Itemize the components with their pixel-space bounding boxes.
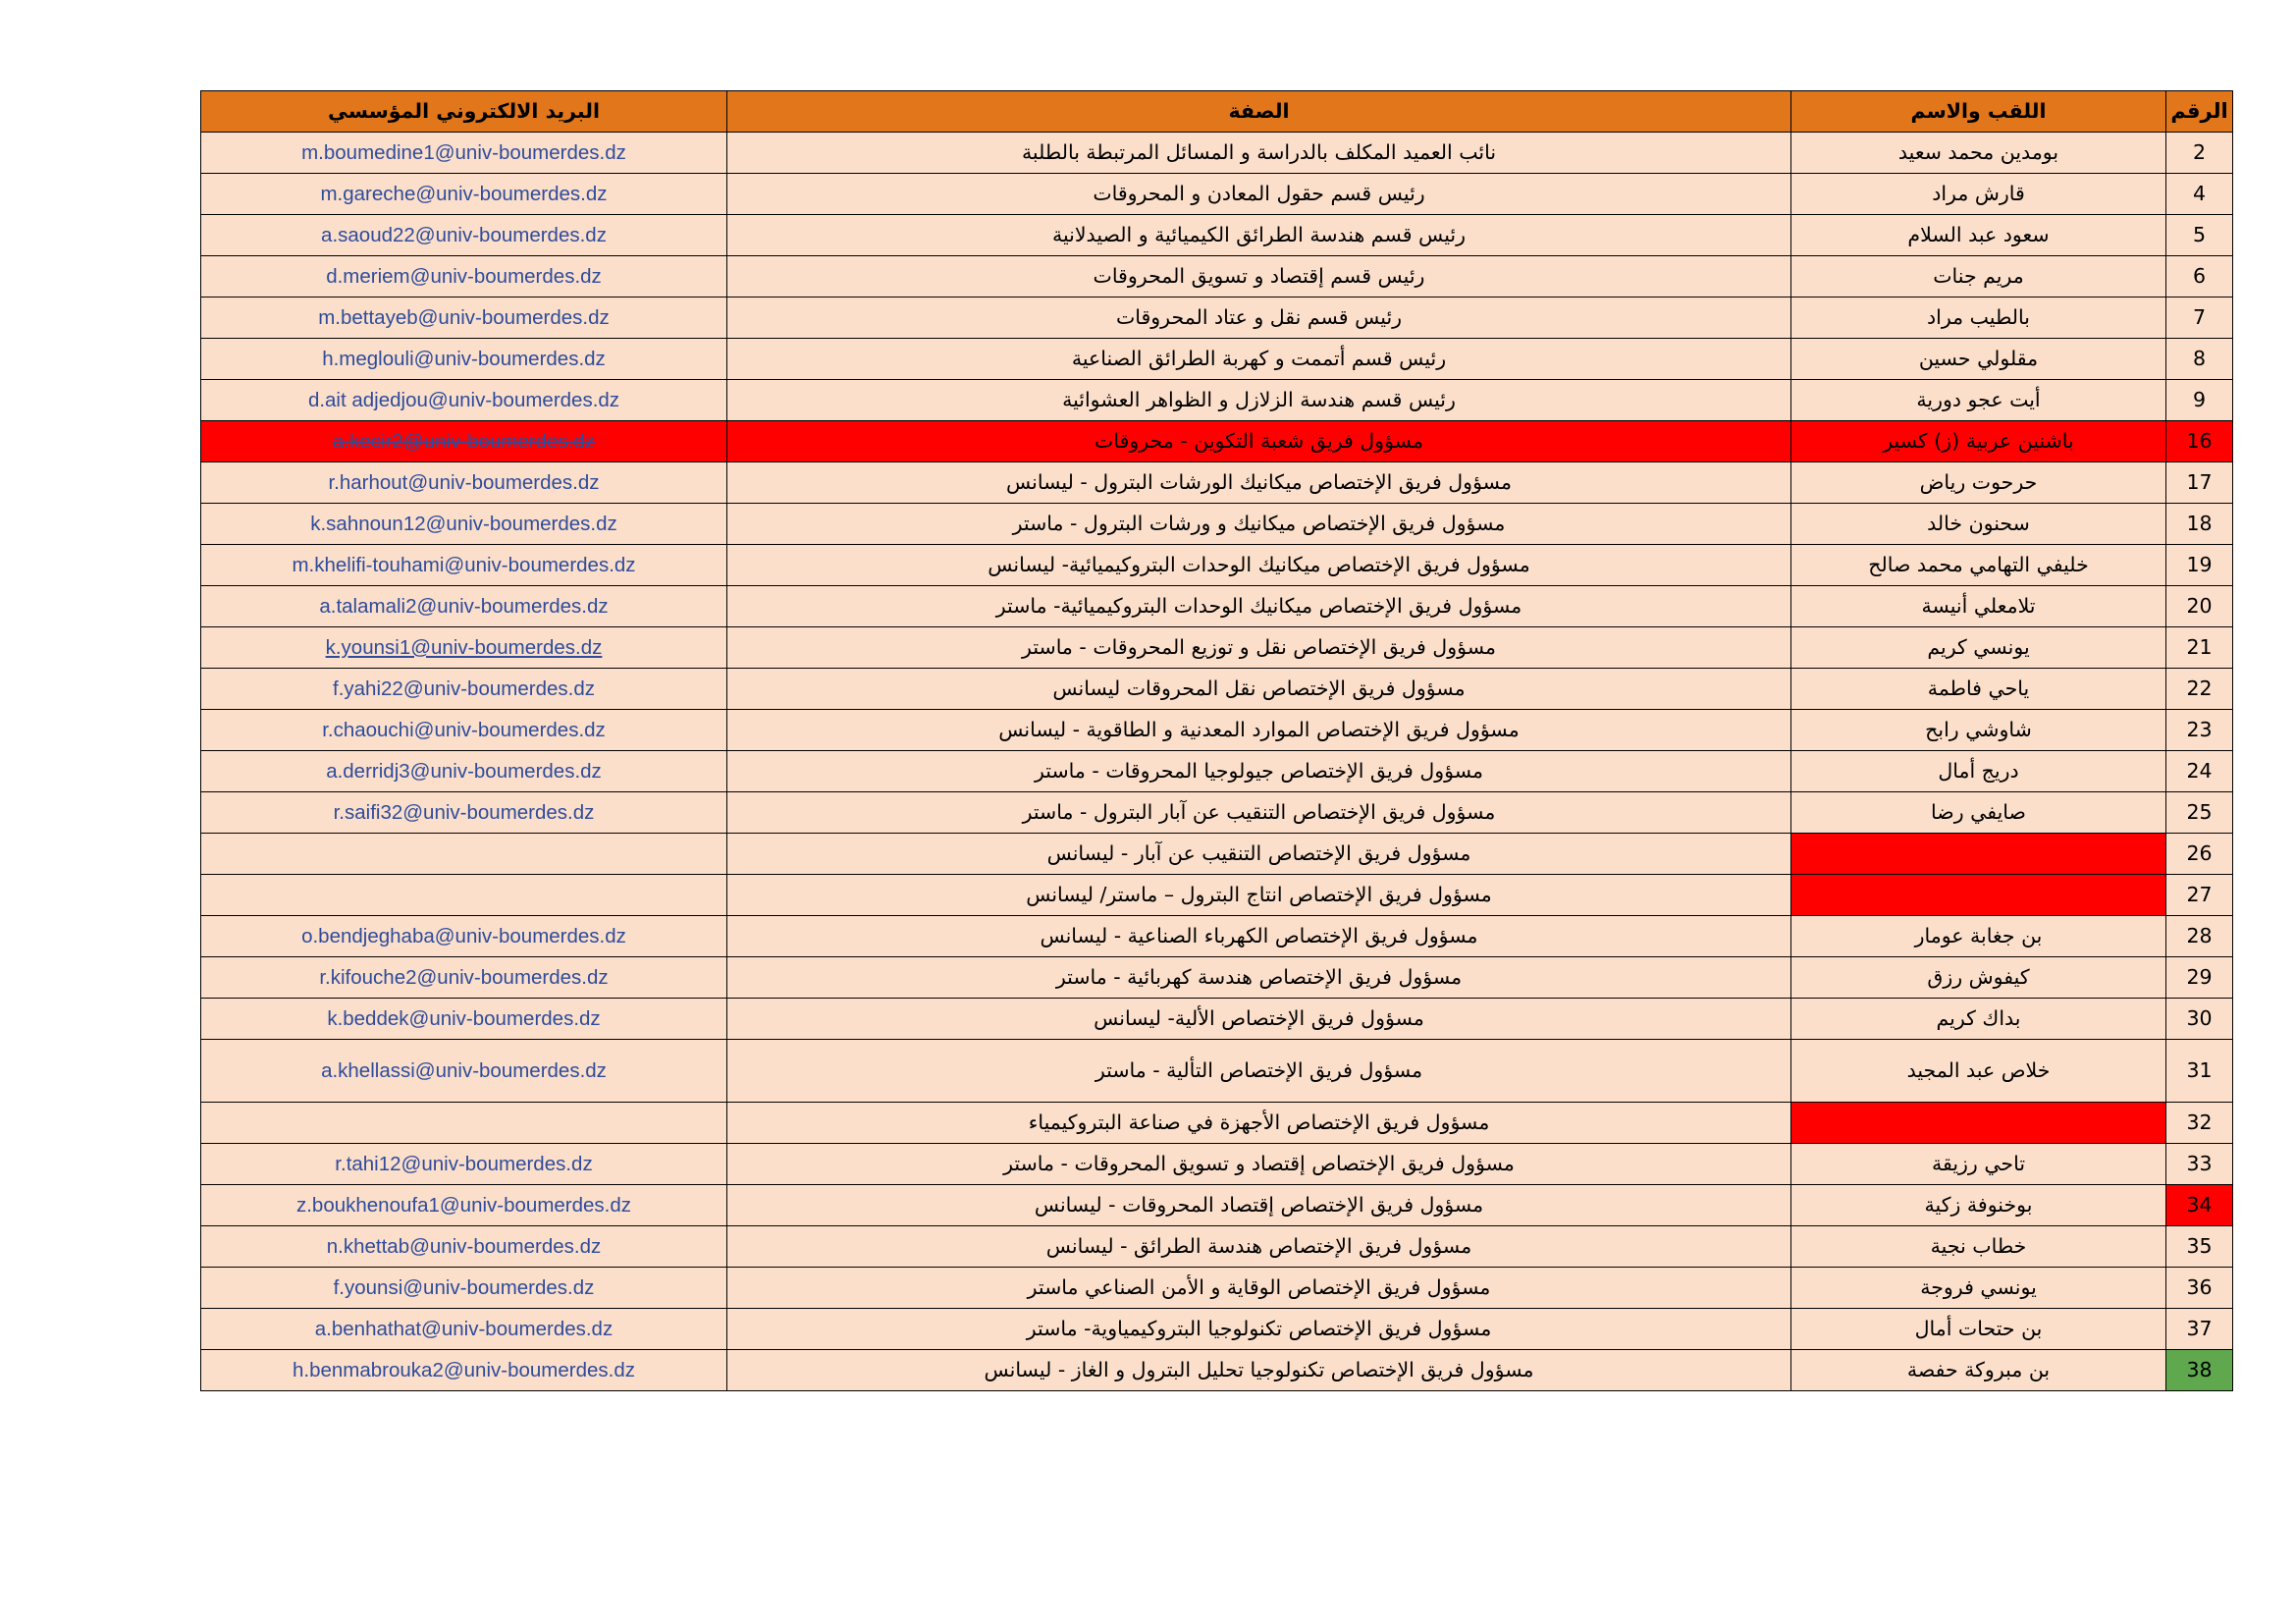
cell-email[interactable] bbox=[201, 1268, 727, 1309]
cell-email[interactable] bbox=[201, 792, 727, 834]
cell-number: 7 bbox=[2166, 298, 2233, 339]
cell-number: 20 bbox=[2166, 586, 2233, 627]
table-row bbox=[201, 1309, 2233, 1350]
cell-name: يونسي فروجة bbox=[1791, 1268, 2166, 1309]
cell-number: 25 bbox=[2166, 792, 2233, 834]
cell-name: بداك كريم bbox=[1791, 999, 2166, 1040]
table-body bbox=[201, 133, 2233, 1391]
cell-name: خليفي التهامي محمد صالح bbox=[1791, 545, 2166, 586]
cell-number: 19 bbox=[2166, 545, 2233, 586]
email-text: r.tahi12@univ-boumerdes.dz bbox=[335, 1152, 593, 1175]
email-text: n.khettab@univ-boumerdes.dz bbox=[326, 1234, 602, 1258]
cell-name: دريج أمال bbox=[1791, 751, 2166, 792]
cell-role: مسؤول فريق شعبة التكوين - محروقات bbox=[727, 421, 1791, 462]
cell-number: 31 bbox=[2166, 1040, 2233, 1103]
cell-number: 23 bbox=[2166, 710, 2233, 751]
cell-role: مسؤول فريق الإختصاص إقتصاد المحروقات - ليسانس bbox=[727, 1185, 1791, 1226]
cell-email[interactable] bbox=[201, 174, 727, 215]
email-text: k.sahnoun12@univ-boumerdes.dz bbox=[310, 512, 617, 535]
cell-name: بن حتحات أمال bbox=[1791, 1309, 2166, 1350]
table-row bbox=[201, 504, 2233, 545]
cell-email bbox=[201, 834, 727, 875]
table-row bbox=[201, 215, 2233, 256]
email-text: o.bendjeghaba@univ-boumerdes.dz bbox=[301, 924, 626, 947]
email-text: a.talamali2@univ-boumerdes.dz bbox=[319, 594, 609, 618]
cell-email[interactable] bbox=[201, 999, 727, 1040]
cell-role: مسؤول فريق الإختصاص التنقيب عن آبار البترول - ماستر bbox=[727, 792, 1791, 834]
table-row bbox=[201, 627, 2233, 669]
cell-role: مسؤول فريق الإختصاص الكهرباء الصناعية - ليسانس bbox=[727, 916, 1791, 957]
cell-email[interactable] bbox=[201, 627, 727, 669]
table-row bbox=[201, 174, 2233, 215]
cell-email[interactable] bbox=[201, 256, 727, 298]
table-row bbox=[201, 1185, 2233, 1226]
cell-role: مسؤول فريق الإختصاص ميكانيك الوحدات البتروكيميائية- ليسانس bbox=[727, 545, 1791, 586]
cell-email bbox=[201, 1103, 727, 1144]
cell-name: مقلولي حسين bbox=[1791, 339, 2166, 380]
cell-role: مسؤول فريق الإختصاص ميكانيك و ورشات البترول - ماستر bbox=[727, 504, 1791, 545]
cell-email[interactable] bbox=[201, 380, 727, 421]
cell-name: بوخنوفة زكية bbox=[1791, 1185, 2166, 1226]
cell-name: قارش مراد bbox=[1791, 174, 2166, 215]
email-text: z.boukhenoufa1@univ-boumerdes.dz bbox=[295, 1193, 632, 1217]
cell-role: مسؤول فريق الإختصاص ميكانيك الوحدات البتروكيميائية- ماستر bbox=[727, 586, 1791, 627]
table-row bbox=[201, 916, 2233, 957]
table-row bbox=[201, 957, 2233, 999]
cell-role: رئيس قسم نقل و عتاد المحروقات bbox=[727, 298, 1791, 339]
email-text: d.ait adjedjou@univ-boumerdes.dz bbox=[307, 388, 620, 411]
email-text: a.kecir2@univ-boumerdes.dz bbox=[333, 429, 595, 453]
table-row bbox=[201, 1268, 2233, 1309]
cell-number: 4 bbox=[2166, 174, 2233, 215]
cell-name: تلامعلي أنيسة bbox=[1791, 586, 2166, 627]
cell-role: رئيس قسم أتممت و كهربة الطرائق الصناعية bbox=[727, 339, 1791, 380]
table-row bbox=[201, 669, 2233, 710]
cell-number: 29 bbox=[2166, 957, 2233, 999]
cell-number: 6 bbox=[2166, 256, 2233, 298]
cell-email[interactable] bbox=[201, 669, 727, 710]
cell-number: 5 bbox=[2166, 215, 2233, 256]
cell-name bbox=[1791, 875, 2166, 916]
cell-number: 34 bbox=[2166, 1185, 2233, 1226]
table-row bbox=[201, 1144, 2233, 1185]
cell-email[interactable] bbox=[201, 1144, 727, 1185]
cell-number: 2 bbox=[2166, 133, 2233, 174]
cell-name bbox=[1791, 834, 2166, 875]
email-text: r.kifouche2@univ-boumerdes.dz bbox=[319, 965, 609, 989]
cell-number: 32 bbox=[2166, 1103, 2233, 1144]
cell-email[interactable] bbox=[201, 339, 727, 380]
cell-email[interactable] bbox=[201, 504, 727, 545]
cell-email bbox=[201, 875, 727, 916]
table-row bbox=[201, 792, 2233, 834]
cell-number: 16 bbox=[2166, 421, 2233, 462]
table-row bbox=[201, 586, 2233, 627]
cell-role: رئيس قسم إقتصاد و تسويق المحروقات bbox=[727, 256, 1791, 298]
email-text: a.derridj3@univ-boumerdes.dz bbox=[326, 759, 602, 783]
cell-role: رئيس قسم حقول المعادن و المحروقات bbox=[727, 174, 1791, 215]
cell-email[interactable] bbox=[201, 751, 727, 792]
cell-number: 24 bbox=[2166, 751, 2233, 792]
email-text: a.benhathat@univ-boumerdes.dz bbox=[314, 1317, 614, 1340]
cell-email[interactable] bbox=[201, 1309, 727, 1350]
column-header-name: اللقب والاسم bbox=[1791, 91, 2166, 133]
cell-role: مسؤول فريق الإختصاص التألية - ماستر bbox=[727, 1040, 1791, 1103]
cell-number: 36 bbox=[2166, 1268, 2233, 1309]
cell-number: 22 bbox=[2166, 669, 2233, 710]
email-text: k.beddek@univ-boumerdes.dz bbox=[327, 1006, 601, 1030]
cell-role: مسؤول فريق الإختصاص إقتصاد و تسويق المحروقات - ماستر bbox=[727, 1144, 1791, 1185]
cell-email[interactable] bbox=[201, 916, 727, 957]
email-text: r.saifi32@univ-boumerdes.dz bbox=[333, 800, 595, 824]
column-header-role: الصفة bbox=[727, 91, 1791, 133]
email-text: m.gareche@univ-boumerdes.dz bbox=[320, 182, 608, 205]
email-text: h.meglouli@univ-boumerdes.dz bbox=[322, 347, 606, 370]
cell-email[interactable] bbox=[201, 1226, 727, 1268]
cell-role: مسؤول فريق الإختصاص نقل و توزيع المحروقات - ماستر bbox=[727, 627, 1791, 669]
cell-name: سحنون خالد bbox=[1791, 504, 2166, 545]
cell-email[interactable] bbox=[201, 462, 727, 504]
cell-number: 17 bbox=[2166, 462, 2233, 504]
cell-email[interactable] bbox=[201, 545, 727, 586]
cell-role: رئيس قسم هندسة الطرائق الكيميائية و الصيدلانية bbox=[727, 215, 1791, 256]
table-row bbox=[201, 751, 2233, 792]
cell-role: مسؤول فريق الإختصاص انتاج البترول – ماستر/ ليسانس bbox=[727, 875, 1791, 916]
cell-number: 35 bbox=[2166, 1226, 2233, 1268]
cell-name: شاوشي رابح bbox=[1791, 710, 2166, 751]
cell-number: 33 bbox=[2166, 1144, 2233, 1185]
table-row bbox=[201, 710, 2233, 751]
cell-role: رئيس قسم هندسة الزلازل و الظواهر العشوائية bbox=[727, 380, 1791, 421]
cell-email[interactable] bbox=[201, 421, 727, 462]
cell-role: نائب العميد المكلف بالدراسة و المسائل المرتبطة بالطلبة bbox=[727, 133, 1791, 174]
cell-email[interactable] bbox=[201, 215, 727, 256]
table-header bbox=[201, 91, 2233, 133]
table-row bbox=[201, 133, 2233, 174]
cell-email[interactable] bbox=[201, 298, 727, 339]
email-text: k.younsi1@univ-boumerdes.dz bbox=[325, 635, 603, 659]
table-row bbox=[201, 1350, 2233, 1391]
cell-name: بالطيب مراد bbox=[1791, 298, 2166, 339]
table-row bbox=[201, 339, 2233, 380]
table-row bbox=[201, 1226, 2233, 1268]
cell-number: 18 bbox=[2166, 504, 2233, 545]
table-row bbox=[201, 1103, 2233, 1144]
cell-name: كيفوش رزق bbox=[1791, 957, 2166, 999]
cell-role: مسؤول فريق الإختصاص نقل المحروقات ليسانس bbox=[727, 669, 1791, 710]
cell-number: 9 bbox=[2166, 380, 2233, 421]
cell-name: يونسي كريم bbox=[1791, 627, 2166, 669]
cell-role: مسؤول فريق الإختصاص ميكانيك الورشات البترول - ليسانس bbox=[727, 462, 1791, 504]
cell-role: مسؤول فريق الإختصاص تكنولوجيا البتروكيمياوية- ماستر bbox=[727, 1309, 1791, 1350]
cell-email[interactable] bbox=[201, 1040, 727, 1103]
cell-name: خطاب نجية bbox=[1791, 1226, 2166, 1268]
cell-role: مسؤول فريق الإختصاص الموارد المعدنية و الطاقوية - ليسانس bbox=[727, 710, 1791, 751]
cell-name: ياحي فاطمة bbox=[1791, 669, 2166, 710]
email-text: f.yahi22@univ-boumerdes.dz bbox=[333, 677, 595, 700]
cell-name: بن مبروكة حفصة bbox=[1791, 1350, 2166, 1391]
table-header-row bbox=[201, 91, 2233, 133]
column-header-email: البريد الالكتروني المؤسسي bbox=[201, 91, 727, 133]
cell-name: بومدين محمد سعيد bbox=[1791, 133, 2166, 174]
email-text: m.bettayeb@univ-boumerdes.dz bbox=[318, 305, 610, 329]
column-header-number: الرقم bbox=[2166, 91, 2233, 133]
cell-email[interactable] bbox=[201, 586, 727, 627]
cell-role: مسؤول فريق الإختصاص جيولوجيا المحروقات - ماستر bbox=[727, 751, 1791, 792]
cell-name: باشنين عربية (ز) كسير bbox=[1791, 421, 2166, 462]
table-row bbox=[201, 834, 2233, 875]
email-text: h.benmabrouka2@univ-boumerdes.dz bbox=[292, 1358, 635, 1381]
cell-email[interactable] bbox=[201, 710, 727, 751]
staff-directory-sheet bbox=[201, 90, 2233, 1391]
table-row bbox=[201, 999, 2233, 1040]
cell-number: 30 bbox=[2166, 999, 2233, 1040]
cell-number: 37 bbox=[2166, 1309, 2233, 1350]
cell-number: 21 bbox=[2166, 627, 2233, 669]
email-text: d.meriem@univ-boumerdes.dz bbox=[326, 264, 602, 288]
cell-number: 8 bbox=[2166, 339, 2233, 380]
cell-role: مسؤول فريق الإختصاص الأجهزة في صناعة البتروكيمياء bbox=[727, 1103, 1791, 1144]
table-row bbox=[201, 462, 2233, 504]
cell-name: تاحي رزيقة bbox=[1791, 1144, 2166, 1185]
table-row bbox=[201, 875, 2233, 916]
cell-name: بن جغابة عومار bbox=[1791, 916, 2166, 957]
cell-number: 26 bbox=[2166, 834, 2233, 875]
cell-number: 28 bbox=[2166, 916, 2233, 957]
email-text: a.saoud22@univ-boumerdes.dz bbox=[321, 223, 607, 246]
cell-role: مسؤول فريق الإختصاص هندسة الطرائق - ليسانس bbox=[727, 1226, 1791, 1268]
cell-number: 38 bbox=[2166, 1350, 2233, 1391]
table-row bbox=[201, 256, 2233, 298]
cell-role: مسؤول فريق الإختصاص الوقاية و الأمن الصناعي ماستر bbox=[727, 1268, 1791, 1309]
email-text: r.harhout@univ-boumerdes.dz bbox=[328, 470, 600, 494]
cell-name: خلاص عبد المجيد bbox=[1791, 1040, 2166, 1103]
cell-role: مسؤول فريق الإختصاص الألية- ليسانس bbox=[727, 999, 1791, 1040]
email-text: m.boumedine1@univ-boumerdes.dz bbox=[301, 140, 626, 164]
cell-email[interactable] bbox=[201, 1185, 727, 1226]
table-row bbox=[201, 545, 2233, 586]
table-row bbox=[201, 298, 2233, 339]
table-row bbox=[201, 421, 2233, 462]
cell-role: مسؤول فريق الإختصاص التنقيب عن آبار - ليسانس bbox=[727, 834, 1791, 875]
email-text: r.chaouchi@univ-boumerdes.dz bbox=[322, 718, 606, 741]
cell-name: أيت عجو دورية bbox=[1791, 380, 2166, 421]
cell-email[interactable] bbox=[201, 957, 727, 999]
cell-name: حرحوت رياض bbox=[1791, 462, 2166, 504]
table-row bbox=[201, 1040, 2233, 1103]
cell-role: مسؤول فريق الإختصاص هندسة كهربائية - ماستر bbox=[727, 957, 1791, 999]
cell-email[interactable] bbox=[201, 133, 727, 174]
email-text: m.khelifi-touhami@univ-boumerdes.dz bbox=[292, 553, 636, 576]
table-row bbox=[201, 380, 2233, 421]
cell-name bbox=[1791, 1103, 2166, 1144]
email-text: a.khellassi@univ-boumerdes.dz bbox=[321, 1058, 607, 1082]
cell-email[interactable] bbox=[201, 1350, 727, 1391]
email-text: f.younsi@univ-boumerdes.dz bbox=[333, 1275, 595, 1299]
cell-role: مسؤول فريق الإختصاص تكنولوجيا تحليل البترول و الغاز - ليسانس bbox=[727, 1350, 1791, 1391]
staff-table bbox=[200, 90, 2233, 1391]
cell-name: مريم جنات bbox=[1791, 256, 2166, 298]
cell-number: 27 bbox=[2166, 875, 2233, 916]
cell-name: صايفي رضا bbox=[1791, 792, 2166, 834]
cell-name: سعود عبد السلام bbox=[1791, 215, 2166, 256]
